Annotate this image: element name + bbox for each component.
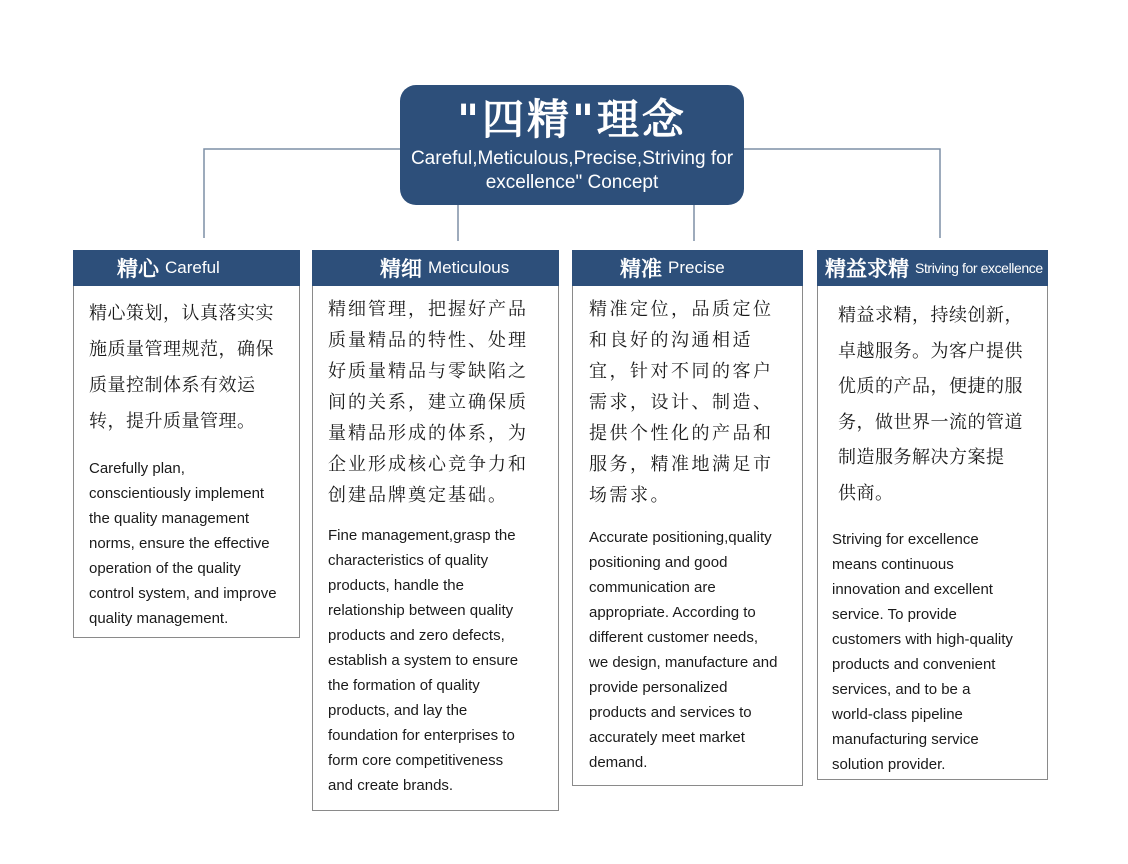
card-body	[572, 286, 803, 786]
connector-left	[204, 149, 400, 238]
card-text-chinese: 精准定位，品质定位 和良好的沟通相适 宜，针对不同的客户 需求，设计、制造、 提供个性化的产品和 服务，精准地满足市 场需求。	[589, 299, 774, 506]
card-header	[73, 250, 300, 286]
card-body	[73, 286, 300, 638]
title-chinese: "四精"理念	[457, 95, 687, 144]
title-english: Careful,Meticulous,Precise,Striving for excellence" Concept	[410, 148, 734, 193]
card-heading-chinese: 精细	[380, 257, 422, 281]
card-meticulous	[312, 250, 559, 811]
card-text-chinese: 精细管理，把握好产品 质量精品的特性、处理 好质量精品与零缺陷之 间的关系，建立确保质 量精品形成的体系，为 企业形成核心竞争力和 创建品牌奠定基础。	[328, 299, 528, 506]
card-text-english: Accurate positioning,quality positioning and good communication are appropriate. According to different customer needs, we design, manufacture and provide personalized products and services to accurately meet market demand.	[589, 529, 778, 771]
card-heading-english: Careful	[165, 258, 220, 277]
card-text-chinese: 精心策划，认真落实实 施质量管理规范，确保 质量控制体系有效运 转，提升质量管理。	[89, 303, 274, 432]
card-striving-for-excellence	[817, 250, 1048, 780]
card-header	[312, 250, 559, 286]
card-header	[572, 250, 803, 286]
card-text-english: Carefully plan, conscientiously implement the quality management norms, ensure the effective operation of the quality control system, and improve quality management.	[89, 460, 277, 627]
card-body	[817, 286, 1048, 780]
card-body	[312, 286, 559, 811]
card-heading-chinese: 精心	[117, 257, 159, 281]
card-precise	[572, 250, 803, 786]
card-heading-english: Meticulous	[428, 258, 510, 277]
card-header	[817, 250, 1048, 286]
card-heading-chinese: 精益求精	[825, 257, 909, 281]
card-text-english: Striving for excellence means continuous innovation and excellent service. To provide customers with high-quality products and convenient services, and to be a world-class pipeline manufacturing service solution provider.	[832, 531, 1013, 773]
card-heading-english: Striving for excellence	[915, 260, 1043, 276]
concept-title-box	[400, 85, 744, 205]
card-heading-chinese: 精准	[620, 257, 662, 281]
card-text-chinese: 精益求精，持续创新， 卓越服务。为客户提供 优质的产品，便捷的服 务，做世界一流的管道 制造服务解决方案提 供商。	[838, 305, 1023, 504]
card-text-english: Fine management,grasp the characteristics of quality products, handle the relationship between quality products and zero defects, establish a system to ensure the formation of quality products, and lay the foundation for enterprises to form core competitiveness and create brands.	[328, 527, 519, 794]
card-careful	[73, 250, 300, 638]
card-heading-english: Precise	[668, 258, 725, 277]
connector-right	[744, 149, 940, 238]
